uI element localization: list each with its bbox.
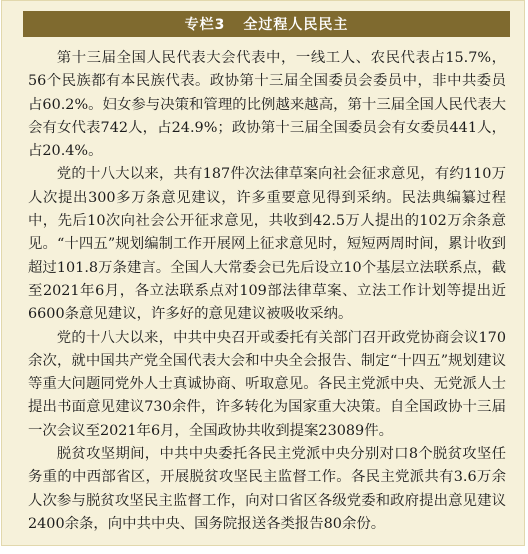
paragraph-poverty-alleviation: 脱贫攻坚期间，中共中央委托各民主党派中央分别对口8个脱贫攻坚任务重的中西部省区，开展脱贫攻坚民主监督工作。各民主党派共有3.6万余人次参与脱贫攻坚民主监督工作，向对口省区各级党委和政府提出意见建议2400余条，向中共中央、国务院报送各类报告80余份。: [28, 446, 506, 532]
paragraph-representation: 第十三届全国人民代表大会代表中，一线工人、农民代表占15.7%，56个民族都有本民族代表。政协第十三届全国委员会委员中，非中共委员占60.2%。妇女参与决策和管理的比例越来越高，第十三届全国人民代表大会有女代表742人，占24.9%；政协第十三届全国委员会有女委员441人，占20.4%。: [28, 50, 506, 160]
box-content: [28, 47, 506, 536]
box-title-bar: [23, 11, 510, 37]
feature-box: [1, 0, 525, 546]
paragraph-legislation: 党的十八大以来，共有187件次法律草案向社会征求意见，有约110万人次提出300多万条意见建议，许多重要意见得到采纳。民法典编纂过程中，先后10次向社会公开征求意见，共收到42.5万人提出的102万余条意见。“十四五”规划编制工作开展网上征求意见时，短短两周时间，累计收到超过101.8万条建言。全国人大常委会已先后设立10个基层立法联系点，截至2021年6月，各立法联系点对109部法律草案、立法工作计划等提出近6600条意见建议，许多好的意见建议被吸收采纳。: [28, 166, 506, 323]
box-label: 专栏3: [184, 17, 226, 33]
box-title: 全过程人民民主: [243, 17, 349, 33]
paragraph-consultation: 党的十八大以来，中共中央召开或委托有关部门召开政党协商会议170余次，就中国共产党全国代表大会和中央全会报告、制定“十四五”规划建议等重大问题同党外人士真诚协商、听取意见。各民主党派中央、无党派人士提出书面意见建议730余件，许多转化为国家重大决策。自全国政协十三届一次会议至2021年6月，全国政协共收到提案23089件。: [28, 329, 506, 439]
